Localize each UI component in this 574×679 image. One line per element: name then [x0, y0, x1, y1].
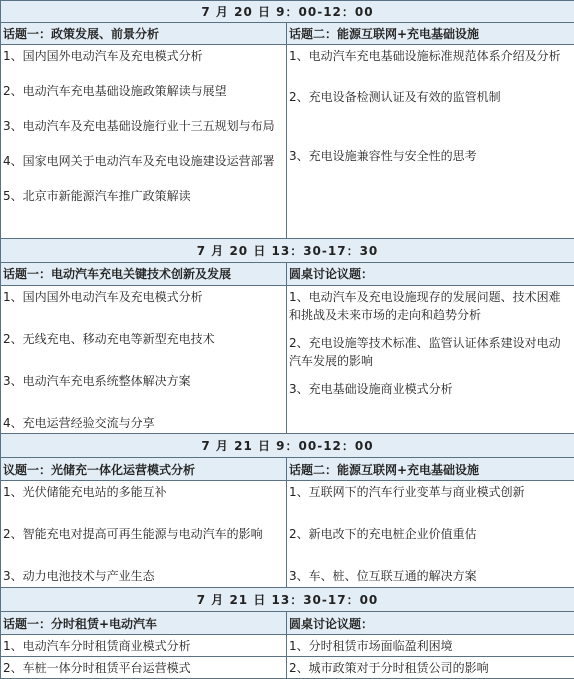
session-3-body-row: [1, 481, 574, 588]
list-item: 1、电动汽车充电基础设施标准规范体系介绍及分析: [289, 49, 561, 64]
list-item: 2、智能充电对提高可再生能源与电动汽车的影响: [3, 527, 263, 542]
session-2-topic-row: [1, 262, 574, 285]
list-item: 3、电动汽车及充电基础设施行业十三五规划与布局: [3, 119, 275, 134]
list-item: 1、光伏储能充电站的多能互补: [3, 485, 167, 500]
list-item: 3、动力电池技术与产业生态: [3, 569, 155, 584]
session-3-left-items: [1, 481, 287, 588]
list-item: 2、电动汽车充电基础设施政策解读与展望: [3, 84, 227, 99]
session-3-right-topic: 话题二：能源互联网+充电基础设施: [287, 458, 574, 481]
session-4-row-2: [1, 656, 574, 678]
session-4-header: 7 月 21 日 13：30-17：00: [1, 588, 574, 612]
session-1-body-row: [1, 45, 574, 238]
session-2-body-row: [1, 286, 574, 434]
session-1-right-items: [287, 45, 574, 238]
session-1-topic-row: [1, 23, 574, 45]
list-item: 4、国家电网关于电动汽车及充电设施建设运营部署: [3, 154, 275, 169]
session-1-header-row: [1, 1, 574, 23]
session-2-header: 7 月 20 日 13：30-17：30: [1, 238, 574, 262]
list-item: 2、充电设施等技术标准、监管认证体系建设对电动汽车发展的影响: [289, 336, 561, 369]
session-4-topic-row: [1, 612, 574, 634]
session-1-right-topic: 话题二：能源互联网+充电基础设施: [287, 23, 574, 45]
session-4-right-item-1: 1、分时租赁市场面临盈利困境: [287, 634, 574, 656]
session-4-header-row: [1, 588, 574, 612]
session-4-left-topic: 话题一：分时租赁+电动汽车: [1, 612, 287, 634]
session-3-topic-row: [1, 458, 574, 481]
session-3-right-items: [287, 481, 574, 588]
list-item: 4、充电运营经验交流与分享: [3, 416, 155, 431]
list-item: 3、充电设施兼容性与安全性的思考: [289, 149, 477, 164]
list-item: 2、无线充电、移动充电等新型充电技术: [3, 332, 215, 347]
list-item: 3、电动汽车充电系统整体解决方案: [3, 374, 191, 389]
session-3-header: 7 月 21 日 9：00-12：00: [1, 434, 574, 458]
list-item: 5、北京市新能源汽车推广政策解读: [3, 189, 191, 204]
session-1-left-items: [1, 45, 287, 238]
session-3-left-topic: 议题一：光储充一体化运营模式分析: [1, 458, 287, 481]
session-2-left-items: [1, 286, 287, 434]
session-2-right-topic: 圆桌讨论议题：: [287, 262, 574, 285]
list-item: 3、车、桩、位互联互通的解决方案: [289, 569, 477, 584]
session-3-header-row: [1, 434, 574, 458]
session-1-left-topic: 话题一：政策发展、前景分析: [1, 23, 287, 45]
session-4-right-item-2: 2、城市政策对于分时租赁公司的影响: [287, 656, 574, 678]
session-2-header-row: [1, 238, 574, 262]
session-4-left-item-1: 1、电动汽车分时租赁商业模式分析: [1, 634, 287, 656]
list-item: 3、充电基础设施商业模式分析: [289, 382, 453, 397]
list-item: 2、新电改下的充电桩企业价值重估: [289, 527, 477, 542]
session-2-right-items: [287, 286, 574, 434]
list-item: 1、国内国外电动汽车及充电模式分析: [3, 290, 203, 305]
list-item: 2、充电设备检测认证及有效的监管机制: [289, 90, 501, 105]
list-item: 1、国内国外电动汽车及充电模式分析: [3, 49, 203, 64]
session-4-row-1: [1, 634, 574, 656]
session-1-header: 7 月 20 日 9：00-12：00: [1, 1, 574, 23]
session-4-right-topic: 圆桌讨论议题：: [287, 612, 574, 634]
session-4-left-item-2: 2、车桩一体分时租赁平台运营模式: [1, 656, 287, 678]
list-item: 1、互联网下的汽车行业变革与商业模式创新: [289, 485, 525, 500]
list-item: 1、电动汽车及充电设施现存的发展问题、技术困难和挑战及未来市场的走向和趋势分析: [289, 290, 561, 323]
session-2-left-topic: 话题一：电动汽车充电关键技术创新及发展: [1, 262, 287, 285]
